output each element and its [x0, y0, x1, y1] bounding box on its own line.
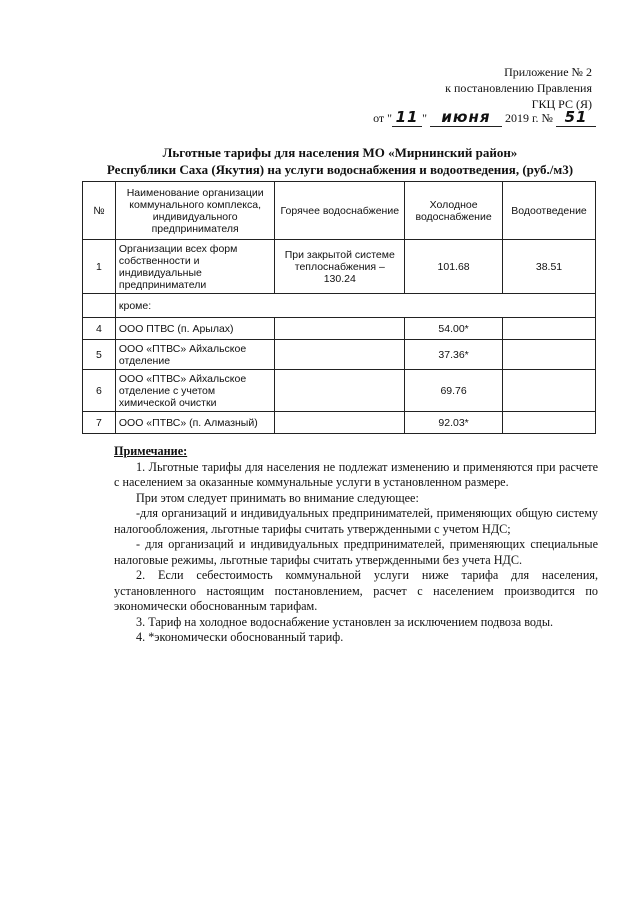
- title-line-2: Республики Саха (Якутия) на услуги водоснабжения и водоотведения, (руб./м3): [106, 162, 574, 177]
- title-line-1: Льготные тарифы для населения МО «Мирнинский район»: [162, 145, 518, 160]
- resolution-number-field: [556, 108, 596, 127]
- date-day-field: [392, 108, 422, 127]
- appendix-number: Приложение № 2: [504, 65, 592, 79]
- note-item: 4. *экономически обоснованный тариф.: [136, 630, 344, 644]
- row-organization: ООО «ПТВС» (п. Алмазный): [115, 412, 275, 434]
- row-hot-water: [275, 318, 405, 340]
- appendix-resolution: к постановлению Правления: [445, 81, 592, 95]
- except-row: [83, 294, 596, 318]
- resolution-number: 51: [564, 108, 588, 126]
- tariffs-table: [82, 181, 596, 434]
- row-hot-water: [275, 370, 405, 412]
- document-title: [80, 144, 600, 178]
- row-cold-water: 69.76: [405, 370, 503, 412]
- row-sewerage: 38.51: [503, 240, 596, 294]
- row-num: 4: [83, 318, 116, 340]
- row-cold-water: 92.03*: [405, 412, 503, 434]
- header-num: №: [83, 182, 116, 240]
- note-item: - для организаций и индивидуальных предпринимателей, применяющих специальные налоговые режимы, льготные тарифы считать утвержденными без учета НДС.: [114, 537, 598, 567]
- row-num: 1: [83, 240, 116, 294]
- header-cold-water: Холодное водоснабжение: [405, 182, 503, 240]
- header-hot-water: Горячее водоснабжение: [275, 182, 405, 240]
- resolution-date-line: [373, 108, 596, 127]
- row-sewerage: [503, 318, 596, 340]
- date-quote: ": [422, 111, 427, 125]
- row-sewerage: [503, 412, 596, 434]
- date-month: июня: [441, 108, 491, 126]
- row-sewerage: [503, 370, 596, 412]
- date-prefix: от ": [373, 111, 393, 125]
- table-row: [83, 340, 596, 370]
- date-day: 11: [395, 108, 419, 126]
- table-row: [83, 240, 596, 294]
- date-month-field: [430, 108, 502, 127]
- row-sewerage: [503, 340, 596, 370]
- row-organization: ООО «ПТВС» Айхальское отделение с учетом химической очистки: [115, 370, 275, 412]
- appendix-organization: ГКЦ РС (Я): [531, 97, 592, 111]
- table-header-row: [83, 182, 596, 240]
- row-cold-water: 37.36*: [405, 340, 503, 370]
- row-hot-water: [275, 412, 405, 434]
- table-row: [83, 370, 596, 412]
- date-year-text: 2019 г. №: [504, 111, 553, 125]
- table-row: [83, 412, 596, 434]
- header-sewerage: Водоотведение: [503, 182, 596, 240]
- table-row: [83, 318, 596, 340]
- row-cold-water: 101.68: [405, 240, 503, 294]
- appendix-header: [362, 64, 592, 112]
- row-cold-water: 54.00*: [405, 318, 503, 340]
- row-hot-water: При закрытой системе теплоснабжения – 130.24: [275, 240, 405, 294]
- header-organization: Наименование организации коммунального комплекса, индивидуального предпринимателя: [115, 182, 275, 240]
- notes-heading: Примечание:: [114, 444, 188, 458]
- except-label: кроме:: [115, 294, 595, 318]
- row-hot-water: [275, 340, 405, 370]
- row-organization: Организации всех форм собственности и индивидуальные предприниматели: [115, 240, 275, 294]
- note-item: 2. Если себестоимость коммунальной услуги ниже тарифа для населения, установленного настоящим постановлением, расчет с населением производится по экономически обоснованным тарифам.: [114, 568, 598, 613]
- note-item: При этом следует принимать во внимание следующее:: [136, 490, 419, 505]
- row-organization: ООО «ПТВС» Айхальское отделение: [115, 340, 275, 370]
- row-num: 7: [83, 412, 116, 434]
- note-item: 3. Тариф на холодное водоснабжение установлен за исключением подвоза воды.: [136, 614, 554, 629]
- note-item: -для организаций и индивидуальных предпринимателей, применяющих общую систему налогообложения, льготные тарифы считать утвержденными с учетом НДС;: [114, 506, 598, 536]
- notes-section: [114, 444, 598, 646]
- row-num: 5: [83, 340, 116, 370]
- row-num: 6: [83, 370, 116, 412]
- row-organization: ООО ПТВС (п. Арылах): [115, 318, 275, 340]
- except-num-cell: [83, 294, 116, 318]
- note-item: 1. Льготные тарифы для населения не подлежат изменению и применяются при расчете с населением за оказанные коммунальные услуги в установленном размере.: [114, 459, 598, 489]
